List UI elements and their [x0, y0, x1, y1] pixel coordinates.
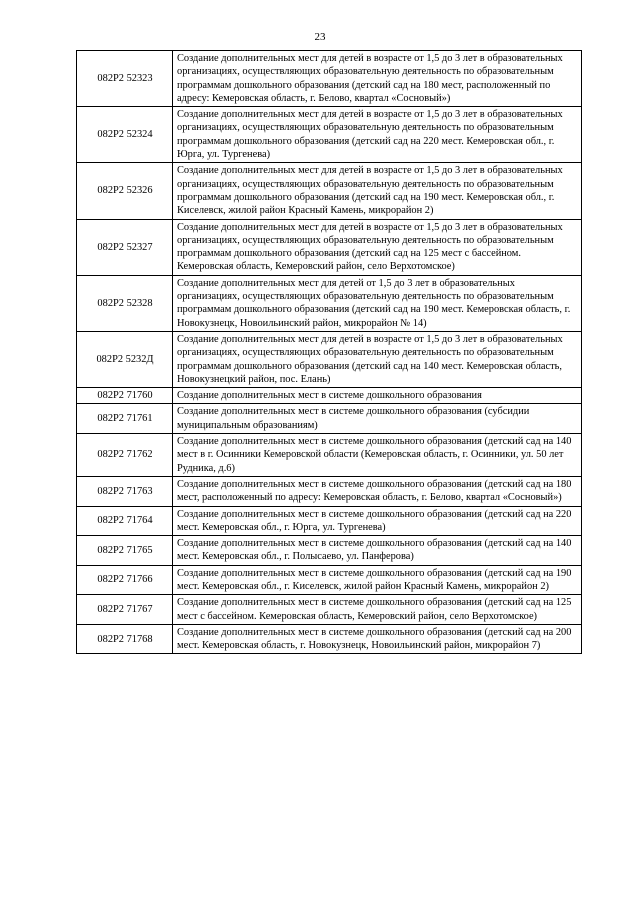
- description-cell: Создание дополнительных мест в системе дошкольного образования (детский сад на 190 мест. Кемеровская обл., г. Киселевск, жилой район Красный Камень, микрорайон 2): [173, 565, 582, 595]
- table-row: [77, 476, 582, 506]
- code-cell: 082P2 71762: [77, 434, 173, 477]
- table-row: [77, 219, 582, 275]
- page-number: 23: [314, 31, 326, 43]
- code-cell: 082P2 71767: [77, 595, 173, 625]
- description-cell: Создание дополнительных мест для детей в возрасте от 1,5 до 3 лет в образовательных организациях, осуществляющих образовательную деятельность по образовательным программам дошкольного образования (детский сад на 140 мест. Кемеровская область, Новокузнецкий район, пос. Елань): [173, 331, 582, 387]
- table-row: [77, 388, 582, 404]
- code-cell: 082P2 71763: [77, 476, 173, 506]
- code-cell: 082P2 71765: [77, 536, 173, 566]
- code-cell: 082P2 52328: [77, 275, 173, 331]
- description-cell: Создание дополнительных мест в системе дошкольного образования (детский сад на 180 мест, расположенный по адресу: Кемеровская область, г. Белово, квартал «Сосновый»): [173, 476, 582, 506]
- table-row: [77, 595, 582, 625]
- description-cell: Создание дополнительных мест для детей в возрасте от 1,5 до 3 лет в образовательных организациях, осуществляющих образовательную деятельность по образовательным программам дошкольного образования (детский сад на 190 мест. Кемеровская обл., г. Киселевск, жилой район Красный Камень, микрорайон 2): [173, 163, 582, 219]
- description-cell: Создание дополнительных мест в системе дошкольного образования (детский сад на 220 мест. Кемеровская обл., г. Юрга, ул. Тургенева): [173, 506, 582, 536]
- code-cell: 082P2 71761: [77, 404, 173, 434]
- description-cell: Создание дополнительных мест в системе дошкольного образования (детский сад на 140 мест в г. Осинники Кемеровской области (Кемеровская область, г. Осинники, ул. 50 лет Рудника, д.6): [173, 434, 582, 477]
- table-row: [77, 163, 582, 219]
- budget-classification-table: [76, 50, 582, 654]
- table-row: [77, 51, 582, 107]
- table-row: [77, 434, 582, 477]
- code-cell: 082P2 71764: [77, 506, 173, 536]
- description-cell: Создание дополнительных мест для детей в возрасте от 1,5 до 3 лет в образовательных организациях, осуществляющих образовательную деятельность по образовательным программам дошкольного образования (детский сад на 180 мест, расположенный по адресу: Кемеровская область, г. Белово, квартал «Сосновый»): [173, 51, 582, 107]
- table-row: [77, 404, 582, 434]
- description-cell: Создание дополнительных мест для детей в возрасте от 1,5 до 3 лет в образовательных организациях, осуществляющих образовательную деятельность по образовательным программам дошкольного образования (детский сад на 125 мест с бассейном. Кемеровская область, Кемеровский район, село Верхотомское): [173, 219, 582, 275]
- description-cell: Создание дополнительных мест в системе дошкольного образования (субсидии муниципальным образованиям): [173, 404, 582, 434]
- code-cell: 082P2 5232Д: [77, 331, 173, 387]
- table-row: [77, 565, 582, 595]
- code-cell: 082P2 52323: [77, 51, 173, 107]
- table-row: [77, 506, 582, 536]
- description-cell: Создание дополнительных мест в системе дошкольного образования (детский сад на 200 мест. Кемеровская область, г. Новокузнецк, Новоильинский район, микрорайон 7): [173, 624, 582, 654]
- code-cell: 082P2 71760: [77, 388, 173, 404]
- description-cell: Создание дополнительных мест в системе дошкольного образования (детский сад на 125 мест с бассейном. Кемеровская область, Кемеровский район, село Верхотомское): [173, 595, 582, 625]
- code-cell: 082P2 52324: [77, 107, 173, 163]
- table-row: [77, 275, 582, 331]
- code-cell: 082P2 52327: [77, 219, 173, 275]
- table-row: [77, 536, 582, 566]
- description-cell: Создание дополнительных мест в системе дошкольного образования (детский сад на 140 мест. Кемеровская обл., г. Полысаево, ул. Панферова): [173, 536, 582, 566]
- description-cell: Создание дополнительных мест для детей от 1,5 до 3 лет в образовательных организациях, осуществляющих образовательную деятельность по образовательным программам дошкольного образования (детский сад на 190 мест. Кемеровская область, г. Новокузнецк, Новоильинский район, микрорайон № 14): [173, 275, 582, 331]
- table-row: [77, 107, 582, 163]
- table-row: [77, 331, 582, 387]
- description-cell: Создание дополнительных мест для детей в возрасте от 1,5 до 3 лет в образовательных организациях, осуществляющих образовательную деятельность по образовательным программам дошкольного образования (детский сад на 220 мест. Кемеровская обл., г. Юрга, ул. Тургенева): [173, 107, 582, 163]
- code-cell: 082P2 71768: [77, 624, 173, 654]
- table-row: [77, 624, 582, 654]
- code-cell: 082P2 71766: [77, 565, 173, 595]
- code-cell: 082P2 52326: [77, 163, 173, 219]
- description-cell: Создание дополнительных мест в системе дошкольного образования: [173, 388, 582, 404]
